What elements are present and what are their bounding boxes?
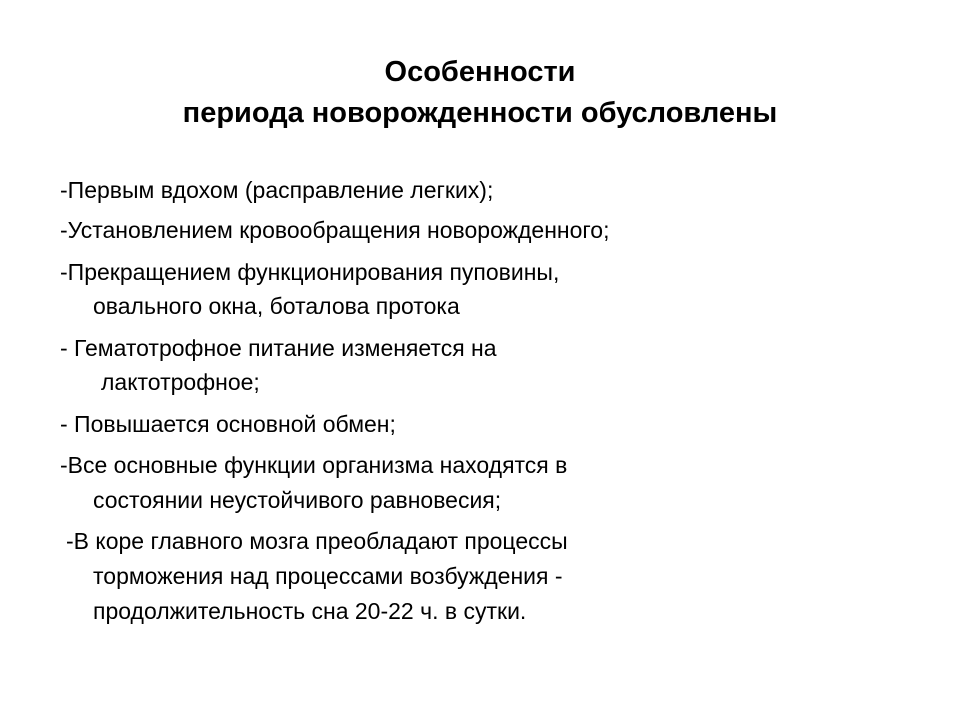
list-item-2-line-1: -Установлением кровообращения новорожденного; xyxy=(60,217,610,243)
list-item-7-line-3: продолжительность сна 20-22 ч. в сутки. xyxy=(93,598,527,624)
list-item-4-line-1: - Гематотрофное питание изменяется на xyxy=(60,335,497,361)
list-item-5-line-1: - Повышается основной обмен; xyxy=(60,411,396,437)
title-line-1: Особенности xyxy=(384,56,576,88)
list-item-1-line-1: -Первым вдохом (расправление легких); xyxy=(60,177,494,203)
list-item-4-line-2: лактотрофное; xyxy=(101,369,260,395)
title-line-2: периода новорожденности обусловлены xyxy=(182,97,778,129)
list-item-6-line-1: -Все основные функции организма находятся в xyxy=(60,452,568,478)
list-item-7-line-2: торможения над процессами возбуждения - xyxy=(93,563,563,589)
list-item-7-line-1: -В коре главного мозга преобладают процессы xyxy=(66,528,568,554)
list-item-6-line-2: состоянии неустойчивого равновесия; xyxy=(93,487,502,513)
list-item-3-line-1: -Прекращением функционирования пуповины, xyxy=(60,259,560,285)
list-item-3-line-2: овального окна, боталова протока xyxy=(93,293,460,319)
